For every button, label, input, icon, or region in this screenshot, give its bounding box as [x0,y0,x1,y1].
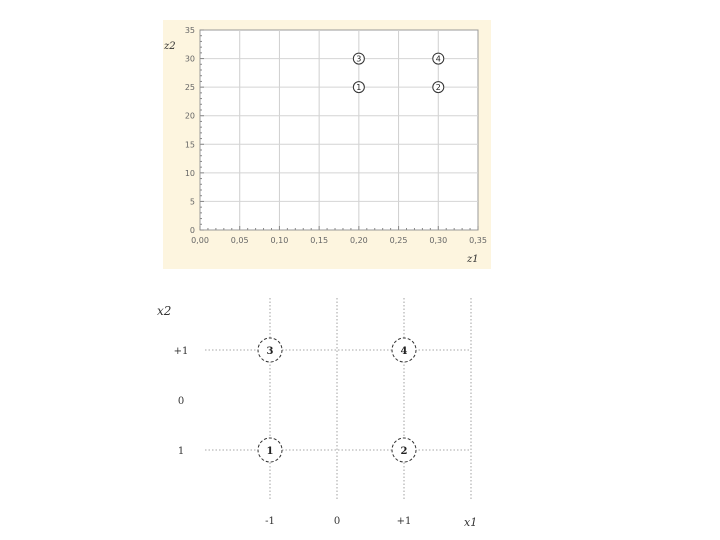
x-tick-label: -1 [265,516,275,527]
y-tick-label: 0 [177,396,185,407]
x-axis-label-text: z1 [467,254,479,265]
x-tick-label: 0,05 [230,236,249,245]
data-point [392,438,416,462]
x-tick-label: +1 [396,516,412,527]
x-tick-labels [265,516,411,527]
point-label: 4 [435,54,441,64]
y-tick-label: +1 [173,346,189,357]
x-axis-label-text: x1 [464,516,478,529]
point-label: 1 [356,83,362,93]
y-tick-labels [174,346,189,457]
x-axis-label [466,254,479,265]
y-tick-label: 10 [184,168,195,178]
x-tick-label: 0,00 [191,236,209,245]
natural-factors-chart [163,20,491,269]
x-tick-label: 0,35 [469,236,487,245]
coded-factors-chart [157,298,477,529]
data-point [258,438,282,462]
y-tick-label: 5 [189,197,195,207]
y-tick-label: 20 [184,111,195,121]
y-tick-label: 25 [184,83,195,93]
x-tick-label: 0,15 [310,236,329,245]
data-point [433,53,444,64]
point-label: 4 [400,346,408,357]
x-tick-label: 0,20 [349,236,368,245]
data-point [258,338,282,362]
y-axis-label-text: z2 [164,41,176,52]
data-point [392,338,416,362]
y-axis-label-text: x2 [157,304,172,318]
point-label: 2 [400,446,408,457]
point-label: 1 [266,446,274,457]
y-tick-label: 1 [177,446,185,457]
x-tick-label: 0,30 [429,236,448,245]
data-point [353,82,364,93]
x-tick-label: 0 [333,516,341,527]
data-point [353,53,364,64]
x-tick-label: 0,10 [270,236,289,245]
data-point [433,82,444,93]
y-tick-label: 30 [184,54,195,64]
point-label: 2 [435,83,441,93]
y-tick-label: 35 [184,26,195,35]
y-tick-label: 0 [189,226,195,235]
point-label: 3 [356,54,362,64]
grid-lines [205,298,471,500]
y-tick-label: 15 [184,140,195,150]
x-tick-label: 0,25 [389,236,408,245]
y-axis-label [163,41,176,52]
point-label: 3 [266,346,274,357]
